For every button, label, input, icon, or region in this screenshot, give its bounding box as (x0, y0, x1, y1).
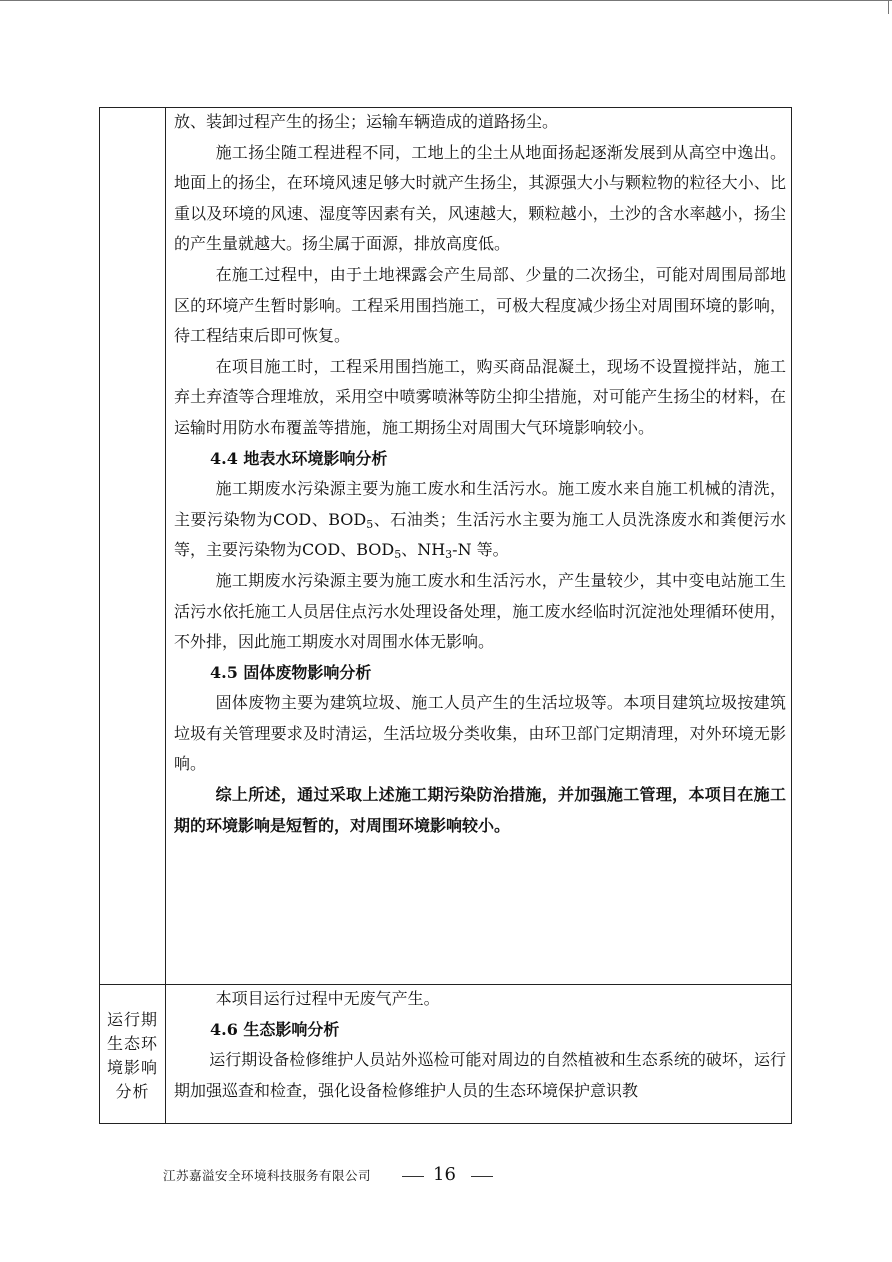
page-top-rule (0, 0, 892, 1)
paragraph-solid-waste: 固体废物主要为建筑垃圾、施工人员产生的生活垃圾等。本项目建筑垃圾按建筑垃圾有关管理要求及时清运，生活垃圾分类收集，由环卫部门定期清理，对外环境无影响。 (174, 693, 786, 774)
text-run: 、石油类；生活污水主要为施工人员洗涤废水和粪便污水等，主要污染物为COD、BOD (174, 509, 786, 560)
subscript: 3 (445, 548, 453, 562)
text-run: 、NH (401, 540, 446, 560)
paragraph-dust-generation: 施工扬尘随工程进程不同，工地上的尘土从地面扬起逐渐发展到从高空中逸出。地面上的扬尘，在环境风速足够大时就产生扬尘，其源强大小与颗粒物的粒径大小、比重以及环境的风速、湿度等因素有关，风速越大，颗粒越小，土沙的含水率越小，扬尘的产生量就越大。扬尘属于面源，排放高度低。 (174, 142, 786, 254)
paragraph-secondary-dust: 在施工过程中，由于土地裸露会产生局部、少量的二次扬尘，可能对周围局部地区的环境产生暂时影响。工程采用围挡施工，可极大程度减少扬尘对周围环境的影响，待工程结束后即可恢复。 (174, 264, 786, 346)
paragraph-summary: 综上所述，通过采取上述施工期污染防治措施，并加强施工管理，本项目在施工期的环境影响是短暂的，对周围环境影响较小。 (174, 785, 786, 835)
paragraph-wastewater-sources (174, 474, 786, 566)
paragraph-dust-measures: 在项目施工时，工程采用围挡施工，购买商品混凝土，现场不设置搅拌站，施工弃土弃渣等合理堆放，采用空中喷雾喷淋等防尘抑尘措施，对可能产生扬尘的材料，在运输时用防水布覆盖等措施，施工期扬尘对周围大气环境影响较小。 (174, 356, 786, 437)
page-number-dash-left (402, 1176, 424, 1177)
text-run: -N 等。 (452, 540, 509, 560)
heading-4-4-surface-water: 4.4 地表水环境影响分析 (210, 448, 388, 468)
paragraph-wastewater-treatment: 施工期废水污染源主要为施工废水和生活污水，产生量较少，其中变电站施工生活污水依托施工人员居住点污水处理设备处理，施工废水经临时沉淀池处理循环使用，不外排，因此施工期废水对周围水体无影响。 (174, 570, 786, 652)
paragraph-ecology-inspection: 运行期设备检修维护人员站外巡检可能对周边的自然植被和生态系统的破坏，运行期加强巡查和检查，强化设备检修维护人员的生态环境保护意识教 (174, 1050, 786, 1100)
heading-4-5-solid-waste: 4.5 固体废物影响分析 (210, 662, 372, 682)
subscript: 5 (366, 517, 374, 531)
operation-impact-cell (174, 984, 786, 1106)
subscript: 5 (394, 548, 402, 562)
text-run: 施工期废水污染源主要为施工废水和生活污水。施工废水来自施工机械的清洗，主要污染物为COD、BOD (174, 479, 786, 529)
paragraph-dust-sources: 放、装卸过程产生的扬尘；运输车辆造成的道路扬尘。 (174, 112, 559, 131)
operation-period-label: 运行期生态环境影响分析 (106, 1010, 158, 1101)
construction-impact-cell (174, 107, 786, 841)
company-name: 江苏嘉溢安全环境科技服务有限公司 (163, 1168, 372, 1183)
paragraph-no-exhaust: 本项目运行过程中无废气产生。 (215, 989, 440, 1008)
heading-4-6-ecology: 4.6 生态影响分析 (210, 1019, 340, 1039)
page-corner-rule (888, 0, 889, 14)
table-column-divider (165, 107, 166, 1124)
page-number: 16 (433, 1164, 456, 1185)
page-footer (163, 1164, 723, 1194)
page-number-dash-right (471, 1176, 493, 1177)
